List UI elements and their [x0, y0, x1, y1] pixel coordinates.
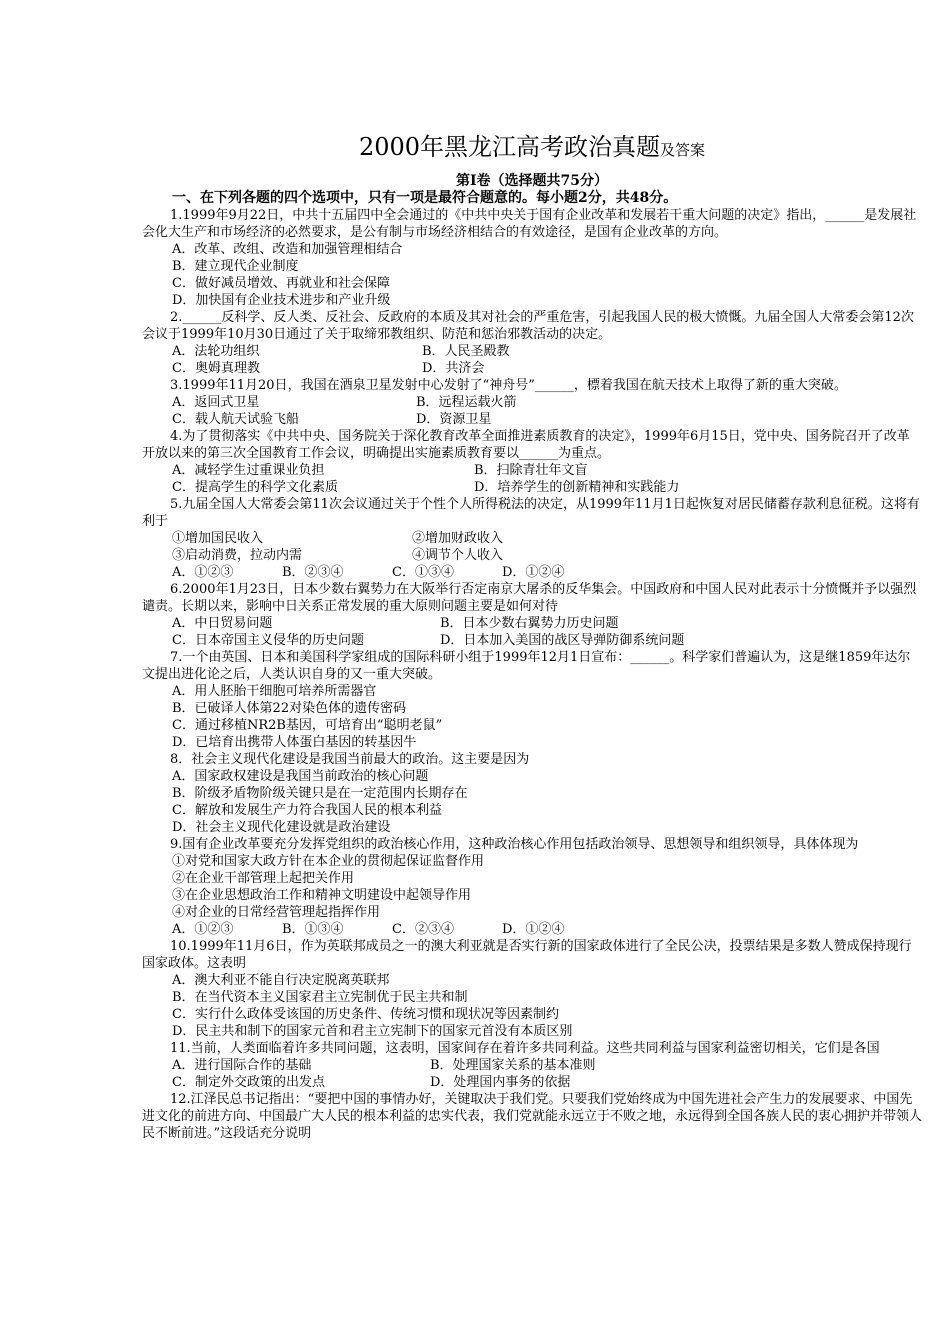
option: B．建立现代企业制度: [172, 259, 299, 274]
statement-item: ④对企业的日常经营管理起指挥作用: [172, 905, 381, 920]
question-stem: 6.2000年1月23日，日本少数右翼势力在大阪举行否定南京大屠杀的反华集会。中国政府和中国人民对此表示十分愤慨并予以强烈谴责。长期以来，影响中日关系正常发展的重大原则问题主要是如何对待: [142, 582, 917, 614]
title-main: 2000年黑龙江高考政治真题: [358, 133, 661, 161]
item-row: [142, 530, 922, 547]
option: B．已破译人体第22对染色体的遗传密码: [172, 701, 407, 716]
option: C．实行什么政体受该国的历史条件、传统习惯和现状况等因素制约: [172, 1007, 559, 1022]
option: B．远程运载火箭: [416, 395, 517, 410]
question-stem: 1.1999年9月22日，中共十五届四中全会通过的《中共中央关于国有企业改革和发展若干重大问题的决定》指出，______是发展社会化大生产和市场经济的必然要求，是公有制与市场经济相结合的有效途径，是国有企业改革的方向。: [142, 208, 917, 240]
question-stem: 9.国有企业改革要充分发挥党组织的政治核心作用，这种政治核心作用包括政治领导、思想领导和组织领导，具体体现为: [170, 837, 859, 852]
page-title: [142, 130, 922, 167]
option: A．国家政权建设是我国当前政治的核心问题: [172, 769, 429, 784]
option: B．扫除青壮年文盲: [474, 463, 588, 478]
option: C．①③④: [392, 565, 454, 580]
option-row: [142, 411, 922, 428]
part-heading: 第Ⅰ卷（选择题共75分）: [455, 173, 609, 189]
option: C．载人航天试验飞船: [172, 412, 299, 427]
option: D．加快国有企业技术进步和产业升级: [172, 293, 391, 308]
option: A．中日贸易问题: [172, 616, 273, 631]
option: B．日本少数右翼势力历史问题: [440, 616, 619, 631]
statement-item: ②增加财政收入: [412, 531, 504, 546]
option: C．奥姆真理教: [172, 361, 260, 376]
option: D．已培育出携带人体蛋白基因的转基因牛: [172, 735, 417, 750]
option-row: [142, 462, 922, 479]
option: C．日本帝国主义侵华的历史问题: [172, 633, 364, 648]
option: A．①②③: [172, 565, 234, 580]
option: C．②③④: [392, 922, 454, 937]
question-stem: 12.江泽民总书记指出：“要把中国的事情办好，关键取决于我们党。只要我们党始终成为中国先进社会产生力的发展要求、中国先进文化的前进方向、中国最广大人民的根本利益的忠实代表，我们党就能永远立于不败之地，永远得到全国各族人民的衷心拥护并带领人民不断前进。”这段话充分说明: [142, 1092, 923, 1141]
question-stem: 8．社会主义现代化建设是我国当前最大的政治。这主要是因为: [170, 752, 530, 767]
option: A．进行国际合作的基础: [172, 1058, 312, 1073]
option: B．在当代资本主义国家君主立宪制优于民主共和制: [172, 990, 468, 1005]
question-stem: 2.______反科学、反人类、反社会、反政府的本质及其对社会的严重危害，引起我国人民的极大愤慨。九届全国人大常委会第12次会议于1999年10月30日通过了关于取缔邪教组织、防范和惩治邪教活动的决定。: [142, 310, 914, 342]
option-row: [142, 564, 922, 581]
option: B．①③④: [282, 922, 344, 937]
option: A．减轻学生过重课业负担: [172, 463, 325, 478]
question-stem: 11.当前，人类面临着许多共同问题，这表明，国家间存在着许多共同利益。这些共同利益与国家利益密切相关，它们是各国: [170, 1041, 880, 1056]
option: A．澳大利亚不能自行决定脱离英联邦: [172, 973, 390, 988]
option: C．制定外交政策的出发点: [172, 1075, 325, 1090]
option: D．共济会: [422, 361, 485, 376]
option-row: [142, 1074, 922, 1091]
title-suffix: 及答案: [660, 141, 706, 159]
question-stem: 4.为了贯彻落实《中共中央、国务院关于深化教育改革全面推进素质教育的决定》，1999年6月15日，党中央、国务院召开了改革开放以来的第三次全国教育工作会议，明确提出实施素质教育要以______为重点。: [142, 429, 910, 461]
option: D．资源卫星: [416, 412, 492, 427]
option: B．阶级矛盾物阶级关键只是在一定范围内长期存在: [172, 786, 468, 801]
option: B．处理国家关系的基本准则: [430, 1058, 596, 1073]
option-row: [142, 360, 922, 377]
question-stem: 5.九届全国人大常委会第11次会议通过关于个性个人所得税法的决定，从1999年11月1日起恢复对居民储蓄存款利息征税。这将有利于: [142, 497, 920, 529]
statement-item: ②在企业干部管理上起把关作用: [172, 871, 355, 886]
option-row: [142, 479, 922, 496]
option: A．返回式卫星: [172, 395, 260, 410]
option: A．改革、改组、改造和加强管理相结合: [172, 242, 403, 257]
option: C．做好减员增效、再就业和社会保障: [172, 276, 390, 291]
option: D．①②④: [502, 922, 565, 937]
option: B．②③④: [282, 565, 344, 580]
option: D．①②④: [502, 565, 565, 580]
option-row: [142, 394, 922, 411]
statement-item: ③启动消费，拉动内需: [172, 548, 303, 563]
option-row: [142, 1057, 922, 1074]
statement-item: ①对党和国家大政方针在本企业的贯彻起保证监督作用: [172, 854, 485, 869]
option: D．社会主义现代化建设就是政治建设: [172, 820, 391, 835]
option: C．提高学生的科学文化素质: [172, 480, 338, 495]
option: D．处理国内事务的依据: [430, 1075, 571, 1090]
question-stem: 7.一个由英国、日本和美国科学家组成的国际科研小组于1999年12月1日宣布：______。科学家们普遍认为，这是继1859年达尔文提出进化论之后，人类认识自身的又一重大突破。: [142, 650, 911, 682]
option-row: [142, 632, 922, 649]
option: B．人民圣殿教: [422, 344, 510, 359]
option: C．通过移植NR2B基因，可培育出“聪明老鼠”: [172, 718, 443, 733]
option: D．培养学生的创新精神和实践能力: [474, 480, 680, 495]
statement-item: ③在企业思想政治工作和精神文明建设中起领导作用: [172, 888, 472, 903]
item-row: [142, 547, 922, 564]
option: A．用人胚胎干细胞可培养所需器官: [172, 684, 377, 699]
option: A．①②③: [172, 922, 234, 937]
question-stem: 3.1999年11月20日，我国在酒泉卫星发射中心发射了“神舟号”______，標着我国在航天技术上取得了新的重大突破。: [170, 378, 847, 393]
option: C．解放和发展生产力符合我国人民的根本利益: [172, 803, 442, 818]
option-row: [142, 343, 922, 360]
option-row: [142, 615, 922, 632]
option: D．民主共和制下的国家元首和君主立宪制下的国家元首没有本质区别: [172, 1024, 573, 1039]
option: A．法轮功组织: [172, 344, 260, 359]
statement-item: ④调节个人收入: [412, 548, 504, 563]
statement-item: ①增加国民收入: [172, 531, 264, 546]
question-stem: 10.1999年11月6日，作为英联邦成员之一的澳大利亚就是否实行新的国家政体进行了全民公决，投票结果是多数人赞成保持现行国家政体。这表明: [142, 939, 912, 971]
option-row: [142, 921, 922, 938]
section-heading: 一、在下列各题的四个选项中，只有一项是最符合题意的。每小题2分，共48分。: [172, 190, 678, 206]
option: D．日本加入美国的战区导弹防御系统问题: [440, 633, 685, 648]
